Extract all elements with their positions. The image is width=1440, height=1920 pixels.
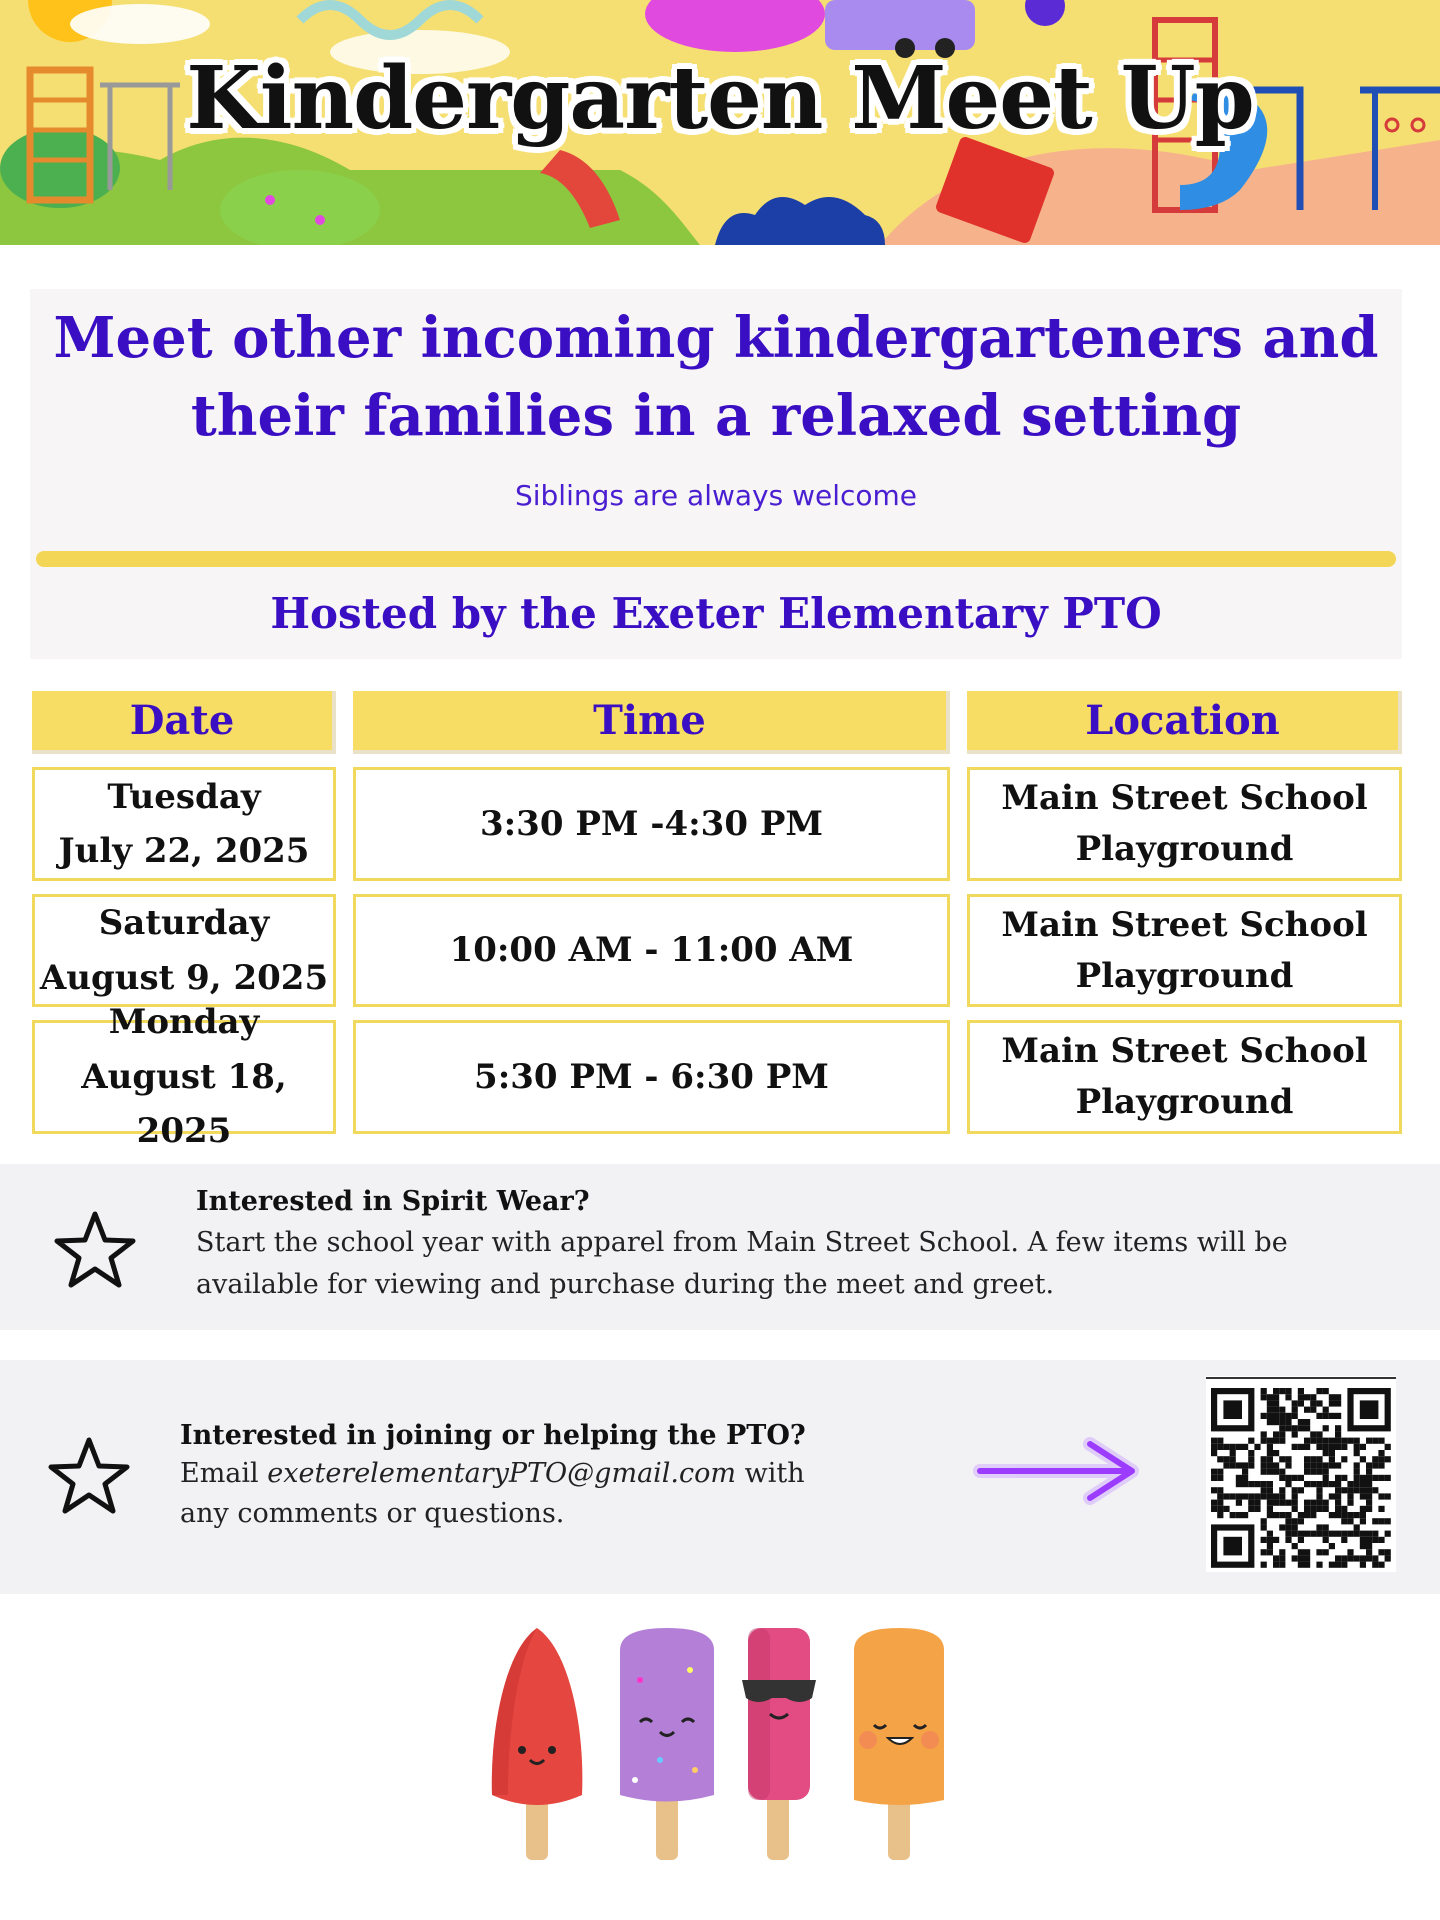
column-header-time: Time: [353, 691, 950, 754]
qr-code[interactable]: [1206, 1376, 1396, 1572]
row-time: 3:30 PM -4:30 PM: [479, 803, 824, 844]
spirit-wear-text: Start the school year with apparel from Main Street School. A few items will be available for viewing and purchase during the meet and greet.: [196, 1227, 1288, 1300]
neon-arrow-right-icon: [970, 1436, 1150, 1506]
table-row-time: [353, 767, 950, 881]
row-day: Monday: [108, 1002, 260, 1043]
row-location-line1: Main Street School: [1001, 778, 1368, 818]
star-outline-icon: [54, 1210, 136, 1290]
row-time: 10:00 AM - 11:00 AM: [449, 930, 854, 971]
row-date: August 18, 2025: [81, 1056, 287, 1152]
table-row-time: [353, 1020, 950, 1134]
table-row-date: [32, 1002, 336, 1152]
row-location-line2: Playground: [1075, 1082, 1294, 1122]
table-row-date: [32, 767, 336, 881]
star-outline-icon: [48, 1436, 130, 1516]
table-row-time: [353, 894, 950, 1007]
row-time: 5:30 PM - 6:30 PM: [474, 1056, 829, 1097]
row-location-line1: Main Street School: [1001, 904, 1368, 945]
pto-text-suffix: with any comments or questions.: [180, 1458, 805, 1529]
spirit-wear-panel: [0, 1164, 1440, 1330]
row-location-line1: Main Street School: [1001, 1031, 1368, 1071]
table-row-date: [32, 894, 336, 1007]
host-line: Hosted by the Exeter Elementary PTO: [270, 589, 1162, 638]
row-day: Saturday: [98, 903, 270, 944]
divider: [36, 551, 1396, 567]
banner-title: Kindergarten Meet Up: [186, 48, 1254, 149]
column-header-date: Date: [32, 691, 336, 754]
header-banner: [0, 0, 1440, 245]
table-row-location: [967, 767, 1402, 881]
row-date: August 9, 2025: [39, 957, 329, 998]
row-location-line2: Playground: [1075, 829, 1294, 869]
popsicles-illustration: [460, 1610, 960, 1890]
row-day: Tuesday: [107, 776, 261, 817]
pto-email-link[interactable]: exeterelementaryPTO@gmail.com: [267, 1458, 736, 1489]
table-row-location: [967, 1020, 1402, 1134]
pto-title: Interested in joining or helping the PTO?: [180, 1420, 806, 1451]
qr-code-icon: [1206, 1376, 1396, 1572]
intro-panel: [30, 289, 1402, 659]
row-location-line2: Playground: [1075, 955, 1294, 996]
column-header-location: Location: [967, 691, 1402, 754]
intro-subtitle: Siblings are always welcome: [514, 479, 918, 512]
intro-headline: Meet other incoming kindergarteners and their families in a relaxed setting: [53, 305, 1379, 449]
spirit-wear-title: Interested in Spirit Wear?: [196, 1186, 590, 1217]
row-date: July 22, 2025: [58, 831, 310, 871]
pto-text: [180, 1454, 840, 1534]
table-row-location: [967, 894, 1402, 1007]
pto-text-prefix: Email: [180, 1458, 259, 1489]
